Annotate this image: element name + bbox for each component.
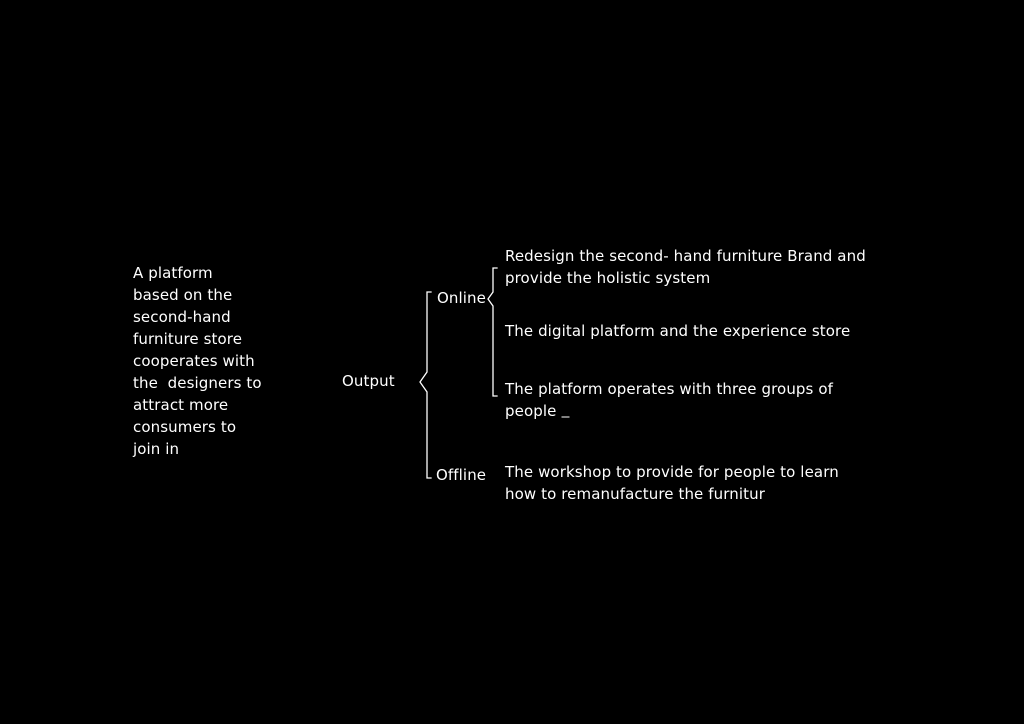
- concept-description: A platform based on the second-hand furniture store cooperates with the designers to attract more consumers to join in: [133, 264, 262, 458]
- online-item-redesign-brand: Redesign the second- hand furniture Brand and provide the holistic system: [505, 247, 866, 287]
- online-branch-label: Online: [437, 289, 486, 307]
- output-bracket: [420, 292, 431, 478]
- online-item-digital-platform: The digital platform and the experience store: [505, 322, 851, 340]
- online-bracket: [488, 268, 497, 396]
- offline-branch-label: Offline: [436, 466, 487, 484]
- offline-item-workshop: The workshop to provide for people to learn how to remanufacture the furnitur: [505, 463, 839, 503]
- online-item-three-groups: The platform operates with three groups of people: [505, 380, 833, 420]
- output-node: Output: [342, 372, 395, 390]
